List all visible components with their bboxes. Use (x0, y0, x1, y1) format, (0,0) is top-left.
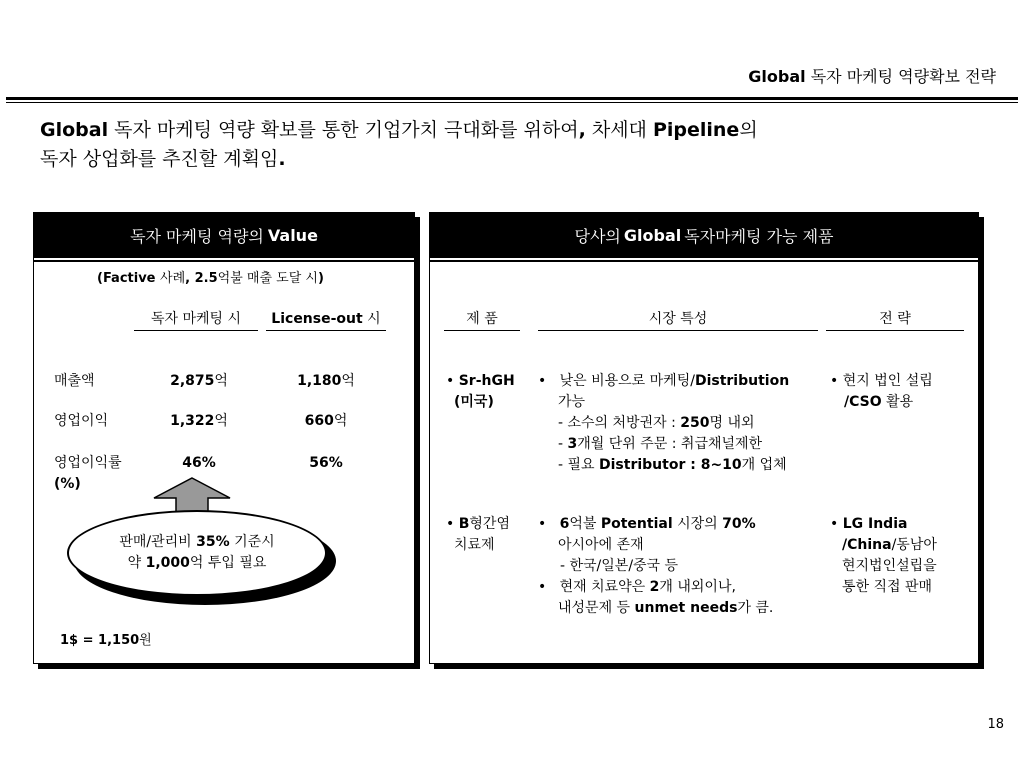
headline-text: Global (40, 119, 109, 141)
value-number: 2,875 (170, 373, 215, 389)
market-text: 내성문제 등 (558, 600, 635, 616)
bullet: • (538, 579, 560, 595)
strategy-hepatitis-b (830, 514, 937, 598)
market-text: 명 내외 (709, 415, 755, 431)
headline-text: 독자 상업화를 추진할 계획임 (40, 148, 279, 170)
market-text: 2 (649, 579, 660, 595)
op-margin-unit: (%) (54, 476, 81, 492)
row-label-op-margin (54, 453, 122, 495)
revenue-own (140, 371, 258, 392)
col-header-strategy: 전 략 (826, 309, 964, 331)
strategy-text: 활용 (881, 394, 914, 410)
ellipse-line-1 (119, 532, 274, 553)
market-text: 가능 (558, 394, 586, 410)
market-sr-hgh (538, 371, 789, 476)
product-name: 치료제 (454, 537, 495, 553)
col-header-product: 제 품 (444, 309, 520, 331)
left-col-header-license-bold: License-out (271, 311, 363, 327)
header-rule-thin (6, 102, 1018, 103)
cost-note-ellipse (67, 510, 327, 596)
note-text: , 2.5 (185, 271, 218, 286)
strategy-text: /동남아 (891, 537, 937, 553)
note-text: (Factive (97, 271, 161, 286)
header-rule-thick (6, 97, 1018, 100)
market-text: 억불 (569, 516, 601, 532)
right-panel-header-text: 독자마케팅 가능 제품 (684, 227, 834, 246)
market-text: 개 내외이나, (659, 579, 736, 595)
strategy-text: 현지법인설립을 (842, 558, 937, 574)
market-hepatitis-b (538, 514, 773, 619)
exchange-rate-note (60, 629, 152, 648)
left-col-header-license (266, 309, 386, 331)
headline-text: . (278, 148, 286, 170)
row-label-revenue: 매출액 (54, 373, 95, 389)
revenue-license (266, 371, 386, 392)
right-panel-header (430, 213, 978, 260)
op-margin-license: 56% (309, 455, 343, 471)
op-margin-own: 46% (182, 455, 216, 471)
col-header-market: 시장 특성 (538, 309, 818, 331)
left-col-header-license-rest: 시 (362, 311, 381, 327)
headline (40, 116, 758, 174)
bullet: • (538, 516, 560, 532)
op-margin-label: 영업이익률 (54, 455, 122, 471)
left-panel-header-bold: Value (267, 226, 318, 245)
value-number: 1,322 (170, 413, 215, 429)
market-text: 아시아에 존재 (558, 537, 644, 553)
left-panel-header (34, 213, 414, 260)
bullet: • (446, 516, 459, 532)
value-unit: 억 (214, 413, 228, 429)
market-text: Distributor : 8~10 (599, 457, 742, 473)
product-sr-hgh (446, 371, 515, 413)
left-panel-header-text: 독자 마케팅 역량의 (130, 227, 264, 246)
right-panel-header-text: 당사의 (574, 227, 621, 246)
market-text: - (558, 436, 568, 452)
strategy-text: /CSO (844, 394, 882, 410)
bullet: • (538, 373, 560, 389)
ellipse-text: 억 투입 필요 (189, 555, 267, 571)
strategy-text: LG India (842, 516, 908, 532)
op-income-own (140, 411, 258, 432)
market-text: Potential (600, 516, 673, 532)
market-text: - 필요 (558, 457, 600, 473)
bullet: • (446, 373, 459, 389)
page-number: 18 (987, 717, 1004, 732)
market-text: Distribution (694, 373, 790, 389)
market-text: 250 (680, 415, 710, 431)
headline-text: 차세대 (585, 119, 653, 141)
value-unit: 억 (333, 413, 348, 429)
left-panel-note (97, 267, 324, 286)
market-text: 70% (722, 516, 756, 532)
note-text: ) (317, 271, 324, 286)
slide-title-prefix: Global (748, 67, 806, 86)
market-text: 6 (559, 516, 570, 532)
fx-text: 원 (139, 633, 152, 648)
product-name: 형간염 (469, 516, 510, 532)
market-text: 가 큼. (737, 600, 774, 616)
product-name: Sr-hGH (458, 373, 515, 389)
note-text: 억불 매출 도달 시 (217, 271, 318, 286)
product-hepatitis-b (446, 514, 510, 556)
ellipse-text: 판매/관리비 (119, 534, 197, 550)
market-text: 개 업체 (741, 457, 787, 473)
product-name: B (458, 516, 470, 532)
ellipse-text: 기준시 (229, 534, 275, 550)
left-col-header-own: 독자 마케팅 시 (134, 309, 258, 331)
value-unit: 억 (341, 373, 355, 389)
note-text: 사례 (160, 271, 186, 286)
product-region: (미국) (454, 394, 494, 410)
market-text: 시장의 (672, 516, 723, 532)
slide-title-rest: 독자 마케팅 역량확보 전략 (805, 67, 996, 86)
strategy-sr-hgh (830, 371, 933, 413)
headline-text: , (578, 119, 586, 141)
op-income-license (266, 411, 386, 432)
market-text: - 한국/일본/중국 등 (560, 558, 679, 574)
market-text: - 소수의 처방권자 : (558, 415, 681, 431)
strategy-text: 현지 법인 설립 (842, 373, 933, 389)
headline-text: 의 (739, 119, 758, 141)
headline-line-2 (40, 145, 758, 174)
market-text: unmet needs (634, 600, 738, 616)
strategy-text: /China (842, 537, 892, 553)
ellipse-text: 약 (127, 555, 146, 571)
ellipse-text: 35% (196, 534, 230, 550)
bullet: • (830, 516, 843, 532)
fx-text: 1$ = 1,150 (60, 633, 140, 648)
market-text: 현재 치료약은 (559, 579, 650, 595)
slide-title (748, 64, 996, 87)
value-number: 660 (304, 413, 334, 429)
market-text: 낮은 비용으로 마케팅/ (559, 373, 695, 389)
ellipse-line-2 (128, 553, 267, 574)
bullet: • (830, 373, 843, 389)
row-label-op-income: 영업이익 (54, 413, 109, 429)
value-unit: 억 (214, 373, 228, 389)
right-panel-header-bold: Global (623, 226, 682, 245)
strategy-text: 통한 직접 판매 (842, 579, 933, 595)
ellipse-text: 1,000 (145, 555, 190, 571)
value-number: 1,180 (297, 373, 342, 389)
headline-line-1 (40, 116, 758, 145)
market-text: 개월 단위 주문 : 취급채널제한 (577, 436, 763, 452)
headline-text: Pipeline (652, 119, 740, 141)
headline-text: 독자 마케팅 역량 확보를 통한 기업가치 극대화를 위하여 (108, 119, 579, 141)
market-text: 3 (567, 436, 578, 452)
